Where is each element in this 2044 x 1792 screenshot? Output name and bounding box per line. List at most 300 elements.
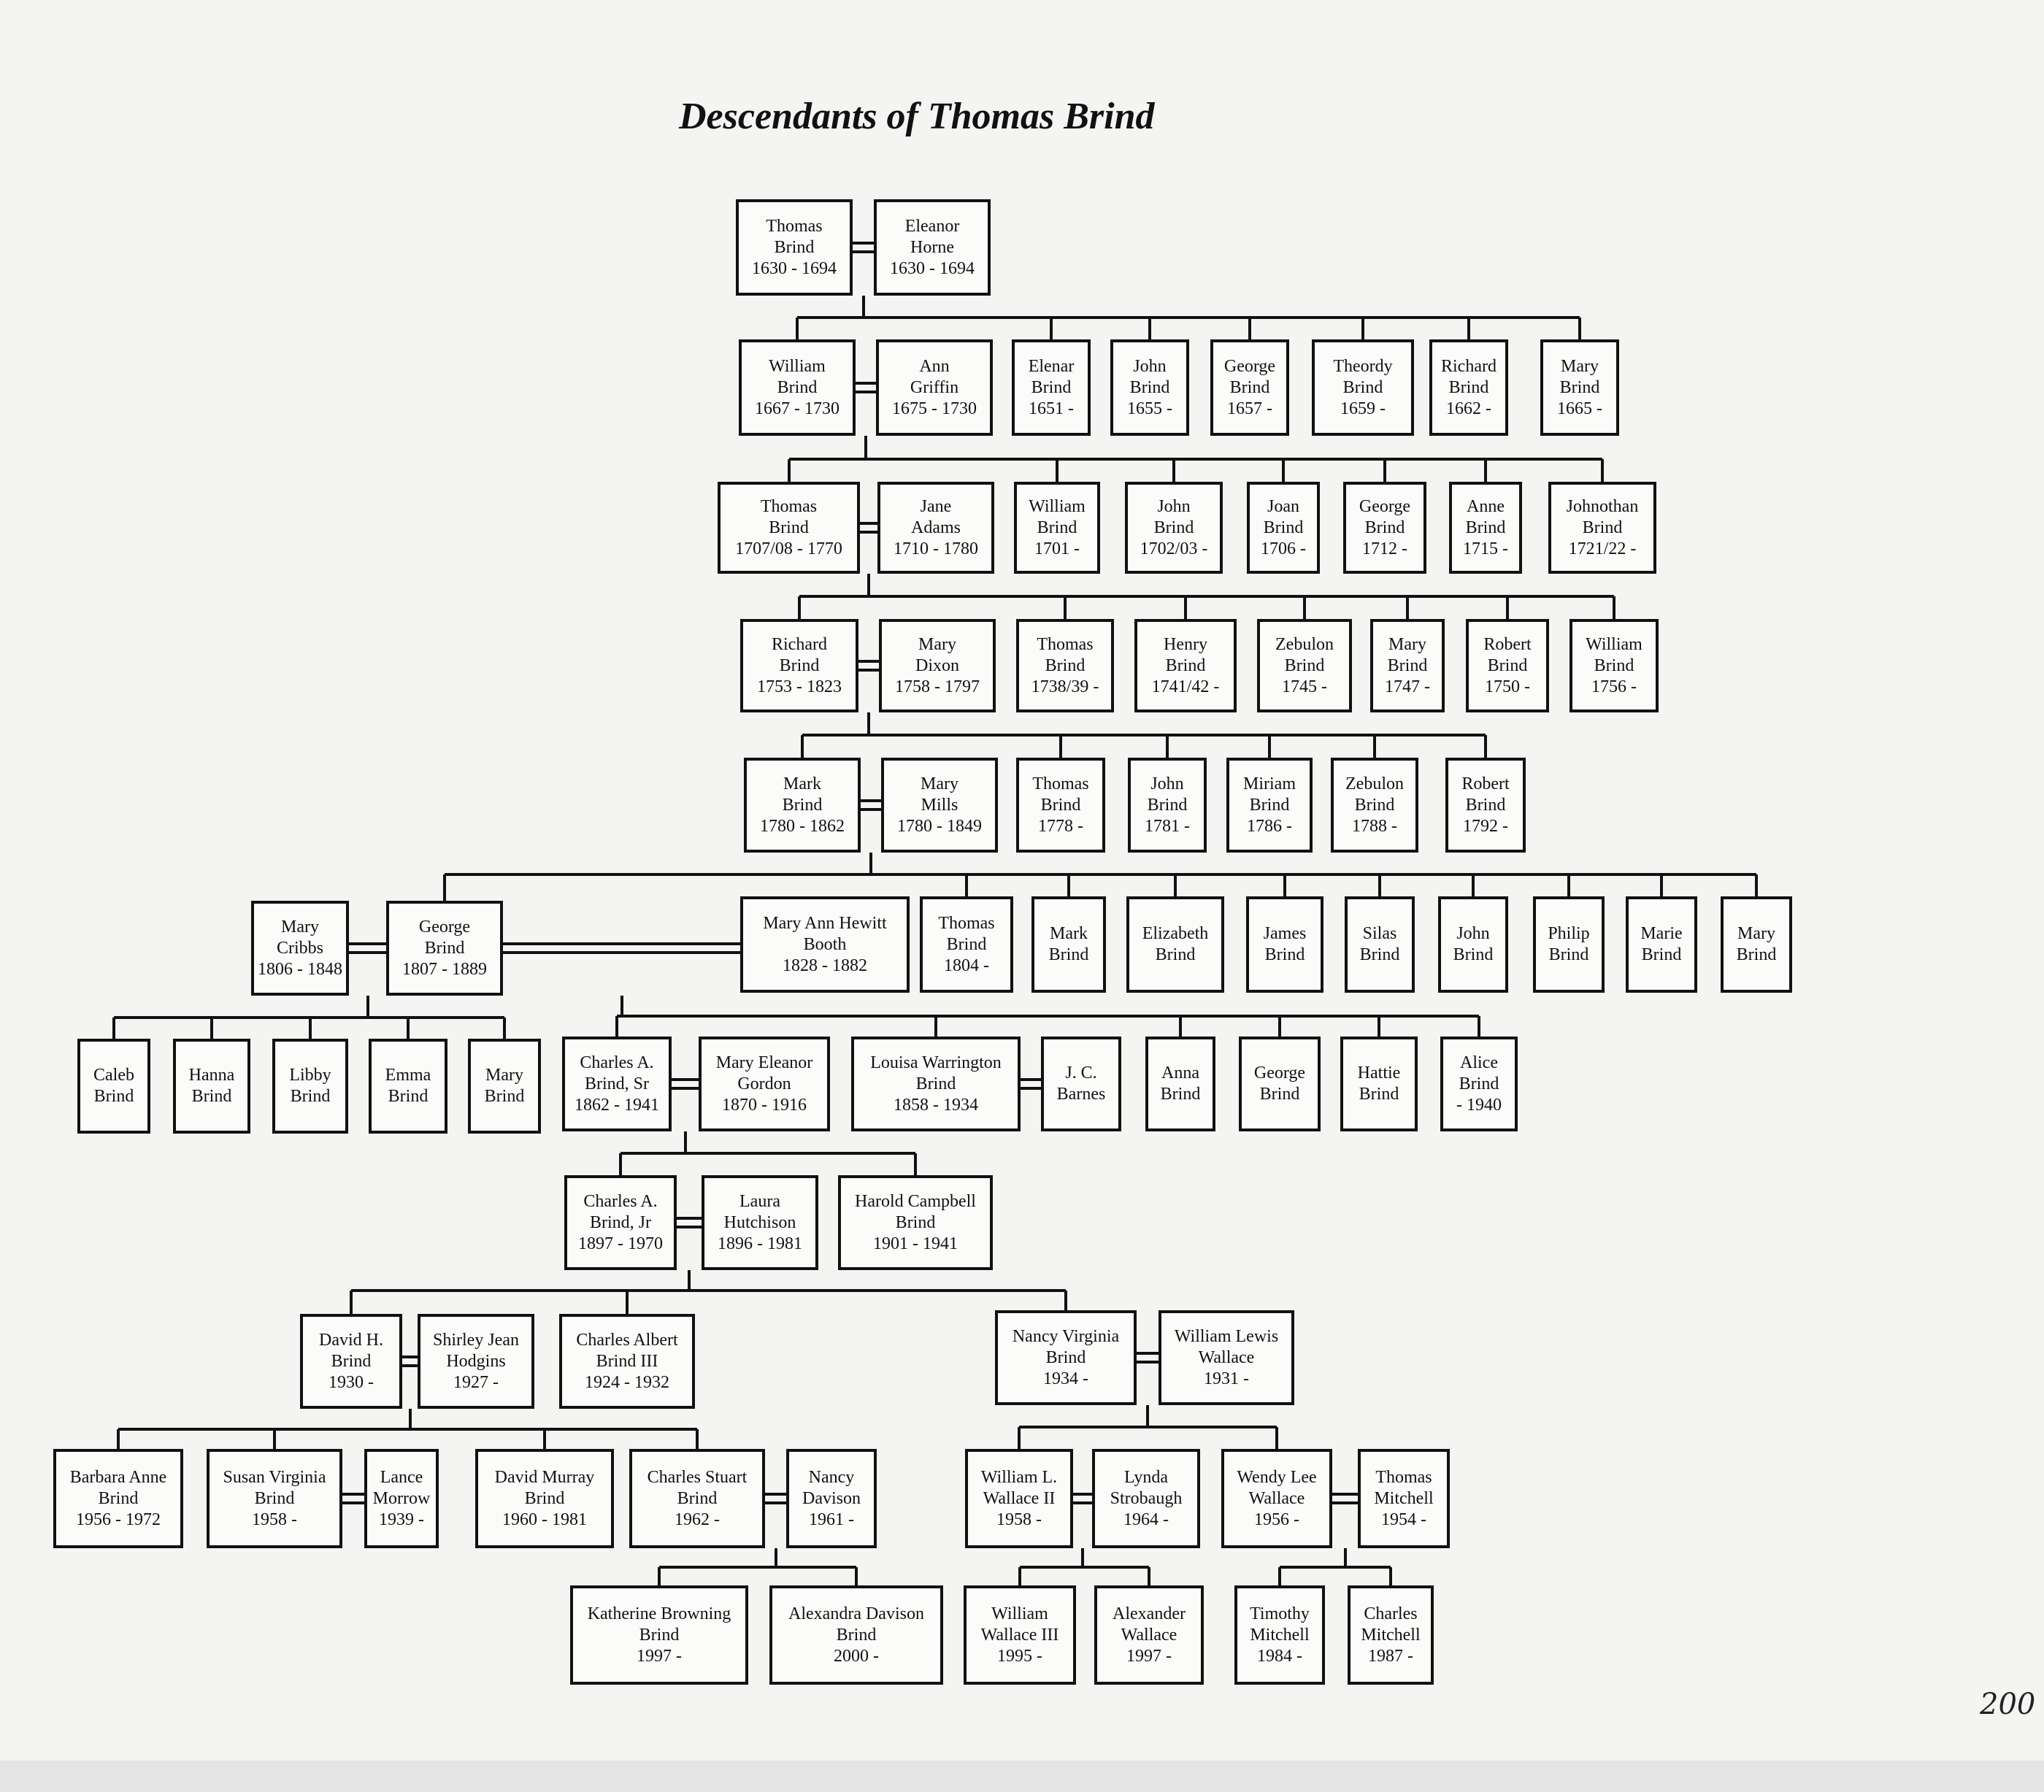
person-label-line: Brind [1031,377,1072,397]
person-box [629,1449,765,1548]
person-label [189,1065,235,1107]
person-label-line: George [1223,356,1276,376]
person-label [1031,634,1099,698]
person-label [895,634,980,698]
person-label-line: William [1586,634,1642,654]
person-label [1463,496,1508,560]
person-label [718,1191,802,1255]
person-label [1057,1063,1106,1105]
person-label-line: 1630 - 1694 [752,258,837,278]
person-label [1243,774,1296,837]
person-label-line: Mitchell [1250,1625,1310,1645]
person-label-line: Ann [919,356,950,376]
person-box [1031,896,1106,993]
person-label-line: Anne [1467,496,1505,516]
person-label [1175,1326,1278,1390]
person-label-line: William [769,356,826,376]
person-label [402,917,487,980]
person-box [1128,758,1207,853]
person-label-line: 1984 - [1256,1646,1302,1666]
person-label-line: Brind [639,1625,680,1645]
chart-title: Descendants of Thomas Brind [679,96,1155,137]
person-label [1224,356,1275,420]
handwritten-note: 200 [1980,1688,2036,1721]
person-label-line: 1954 - [1380,1510,1426,1529]
person-box [851,1037,1021,1131]
person-label-line: Brind [524,1488,565,1508]
person-label-line: Charles Albert [576,1330,678,1350]
person-label-line: 1780 - 1849 [897,816,982,836]
person-label [1254,1063,1305,1105]
person-label-line: 1675 - 1730 [892,399,977,418]
person-label [319,1330,383,1393]
person-box [173,1039,250,1134]
person-label-line: Brind [1453,945,1494,964]
person-label [575,1053,659,1116]
person-box [1570,619,1659,712]
person-label-line: Brind [1582,518,1623,537]
person-label-line: Brind [1594,655,1634,675]
person-label-line: 1896 - 1981 [718,1234,802,1253]
person-label-line: Susan Virginia [223,1467,326,1487]
person-label-line: Brind [331,1351,372,1371]
person-label-line: Brind [777,377,818,397]
person-label [1032,774,1088,837]
person-box [1312,339,1414,436]
person-label-line: Brind [254,1488,295,1508]
person-label-line: Katherine Browning [587,1604,731,1623]
person-label-line: David Murray [494,1467,595,1487]
person-box [1358,1449,1450,1548]
person-box [1370,619,1445,712]
person-box [718,482,860,574]
person-label-line: Charles Stuart [647,1467,748,1487]
person-box [838,1175,993,1270]
person-label-line: Mary Ann Hewitt [763,913,887,933]
person-label-line: Shirley Jean [433,1330,519,1350]
person-box [1016,758,1105,853]
person-label-line: 1964 - [1123,1510,1169,1529]
person-label-line: Joan [1267,496,1299,516]
person-label-line: 2000 - [833,1646,879,1666]
person-label-line: Mary Eleanor [715,1053,813,1072]
person-label-line: Theordy [1333,356,1393,376]
person-label-line: Davison [802,1488,861,1508]
person-box [881,758,998,853]
person-label [1113,1604,1186,1667]
person-label [855,1191,976,1255]
person-label-line: 1662 - [1445,399,1491,418]
person-label-line: Strobaugh [1110,1488,1183,1508]
person-label-line: 1956 - 1972 [75,1510,161,1529]
person-label-line: Brind, Sr [584,1074,649,1093]
person-box [1331,758,1418,853]
person-label [1152,634,1220,698]
person-box [876,339,993,436]
person-label-line: Brind [1153,518,1194,537]
person-label-line: 1807 - 1889 [402,959,487,979]
person-label-line: 1665 - [1557,399,1602,418]
person-box [1438,896,1508,993]
person-box [699,1037,830,1131]
person-label-line: Miriam [1243,774,1296,793]
person-label-line: Charles A. [583,1191,658,1211]
person-label-line: - 1940 [1456,1095,1502,1115]
person-label-line: Brind [484,1087,525,1106]
person-box [1014,482,1100,574]
person-label [1250,1604,1310,1667]
person-label-line: 1715 - [1463,539,1508,558]
person-label [981,1604,1059,1667]
person-box [702,1175,818,1270]
person-label-line: 1901 - 1941 [873,1234,958,1253]
person-label-line: Mary [281,917,319,937]
person-label [485,1065,525,1107]
person-label-line: 1828 - 1882 [783,955,867,975]
person-label [757,634,842,698]
person-label [1237,1467,1316,1531]
person-label-line: J. C. [1065,1064,1097,1082]
person-label-line: 1897 - 1970 [578,1234,663,1253]
person-label-line: Brind [1465,518,1506,537]
person-label-line: Brind [915,1074,956,1093]
person-label-line: Mary [485,1066,523,1085]
person-label-line: Morrow [372,1488,431,1508]
person-box [1449,482,1522,574]
person-label-line: Brind [782,795,823,815]
person-label-line: 1707/08 - 1770 [735,539,842,558]
person-box [272,1039,348,1134]
person-label-line: Brind [1387,655,1428,675]
person-label [373,1467,431,1531]
person-box [740,896,910,993]
person-box [744,758,861,853]
person-label [1361,1604,1420,1667]
person-box [1126,896,1224,993]
person-label-line: Brind [1359,945,1400,964]
person-label-line: Brind [895,1212,936,1232]
person-label-line: 1958 - [251,1510,297,1529]
person-box [1226,758,1313,853]
person-label-line: Elenar [1028,356,1075,376]
person-label-line: Harold Campbell [855,1191,976,1211]
person-label [1548,923,1589,966]
person-box [965,1449,1073,1548]
person-label-line: Mark [1050,924,1088,943]
person-label-line: Nancy Virginia [1012,1326,1120,1346]
person-box [418,1314,534,1409]
person-label-line: 1927 - [453,1372,499,1392]
person-label-line: Mitchell [1361,1625,1421,1645]
person-label-line: 1712 - [1361,539,1407,558]
person-label [1127,356,1172,420]
person-box [1626,896,1697,993]
person-label-line: 1804 - [943,955,989,975]
person-label-line: Mary [1737,924,1775,943]
person-label-line: 1630 - 1694 [890,258,975,278]
person-label [1333,356,1392,420]
person-box [1125,482,1223,574]
person-label-line: Mary [918,634,956,654]
person-box [1429,339,1508,436]
person-label-line: Thomas [766,216,823,236]
person-label-line: Brind [1448,377,1489,397]
person-box [740,619,858,712]
person-label-line: Brind [1465,795,1506,815]
person-label-line: Brind [98,1488,139,1508]
person-box [1540,339,1619,436]
person-label-line: Brind [1641,945,1682,964]
person-label-line: Brind [1359,1085,1399,1104]
person-label-line: Brind [946,934,987,954]
person-box [300,1314,402,1409]
person-label-line: 1934 - [1043,1369,1088,1388]
person-label-line: Hodgins [446,1351,506,1371]
person-label-line: Brind [1342,377,1383,397]
person-label-line: Mary [1561,356,1599,376]
person-box [964,1585,1076,1685]
person-label-line: 1710 - 1780 [894,539,978,558]
person-label-line: Brind [1263,518,1304,537]
person-label [755,356,840,420]
person-box [1246,896,1323,993]
person-label-line: 1778 - [1037,816,1083,836]
person-label-line: Brind [1160,1085,1201,1104]
person-label-line: William [991,1604,1048,1623]
person-label-line: Thomas [760,496,818,516]
person-label [1586,634,1642,698]
person-label-line: Anna [1161,1064,1199,1082]
person-label-line: Lance [380,1467,423,1487]
person-label-line: Brind [1487,655,1528,675]
person-label-line: Louisa Warrington [870,1053,1002,1072]
person-label [1557,356,1602,420]
person-label-line: Horne [910,237,954,257]
person-label [763,913,886,977]
person-label-line: Jane [920,496,952,516]
person-label [385,1065,431,1107]
person-box [1721,896,1792,993]
person-label-line: Brind [1364,518,1405,537]
person-label-line: 1792 - [1462,816,1508,836]
person-label-line: Mary [921,774,958,793]
person-box [1092,1449,1200,1548]
person-label [1049,923,1089,966]
person-label-line: Brind [1548,945,1589,964]
person-label-line: Alexandra Davison [788,1604,924,1623]
person-label [1161,1063,1201,1105]
person-label-line: Brind [769,518,809,537]
person-label-line: Hattie [1357,1064,1401,1082]
person-label-line: Elizabeth [1142,924,1209,943]
person-box [1466,619,1549,712]
person-label-line: Wallace [1198,1347,1255,1367]
person-label [1140,496,1208,560]
person-box [570,1585,748,1685]
person-label-line: 1750 - [1484,677,1530,696]
person-label [760,774,845,837]
person-box [1548,482,1656,574]
person-box [1016,619,1114,712]
person-label-line: George [1359,496,1411,516]
person-box [1210,339,1289,436]
person-label-line: Thomas [1032,774,1089,793]
person-label-line: Emma [385,1066,431,1085]
person-label-line: Timothy [1250,1604,1310,1623]
person-label [1441,356,1496,420]
person-label-line: Brind [677,1488,718,1508]
person-label-line: 1721/22 - [1568,539,1637,558]
person-label-line: Brind [1736,945,1777,964]
person-label-line: 1788 - [1351,816,1397,836]
person-label-line: Brind [1354,795,1395,815]
person-label-line: Cribbs [276,938,323,958]
person-label [648,1467,748,1531]
person-label-line: Adams [911,518,961,537]
person-label-line: 1786 - [1247,816,1292,836]
person-label [752,216,837,280]
person-box [559,1314,695,1409]
person-label-line: Brind [1048,945,1089,964]
person-label-line: 1939 - [379,1510,424,1529]
person-label [1737,923,1777,966]
person-label-line: Dixon [915,655,959,675]
person-label [70,1467,167,1531]
person-label-line: Alice [1460,1053,1498,1072]
person-box [736,199,853,296]
person-box [1345,896,1415,993]
person-box [1145,1037,1215,1131]
person-label-line: Brind [191,1087,232,1106]
person-label-line: 1655 - [1127,399,1172,418]
person-label-line: Caleb [93,1066,134,1085]
person-label-line: 1961 - [809,1510,854,1529]
person-label-line: 1651 - [1029,399,1074,418]
person-label-line: 1701 - [1034,539,1080,558]
person-label-line: Brind [1165,655,1206,675]
person-label [578,1191,663,1255]
person-label-line: Richard [772,634,827,654]
person-label [223,1467,326,1531]
person-label-line: Libby [289,1066,331,1085]
person-box [207,1449,342,1548]
person-label-line: George [418,917,471,937]
person-box [1257,619,1352,712]
person-box [1340,1037,1418,1131]
person-label-line: Booth [803,934,847,954]
person-label-line: George [1253,1064,1306,1082]
person-label-line: Brind [1155,945,1196,964]
person-label-line: Brind [1284,655,1325,675]
person-box [1440,1037,1518,1131]
person-box [564,1175,677,1270]
person-label-line: 1960 - 1981 [502,1510,587,1529]
person-label-line: Laura [739,1191,780,1211]
person-box [251,901,349,996]
person-label [1029,496,1086,560]
person-label-line: Robert [1483,634,1532,654]
person-label-line: 1747 - [1385,677,1430,696]
person-box [364,1449,439,1548]
person-label-line: John [1133,356,1167,376]
person-label-line: Brind [290,1087,331,1106]
person-label-line: Brind [1459,1074,1499,1093]
person-box [879,619,996,712]
person-box [1533,896,1605,993]
person-box [1348,1585,1434,1685]
person-label-line: 1997 - [1126,1646,1172,1666]
person-label [735,496,842,560]
person-box [995,1310,1137,1405]
person-label-line: 1702/03 - [1140,539,1208,558]
person-label [93,1065,134,1107]
person-box [1234,1585,1325,1685]
person-label [1640,923,1682,966]
person-box [1247,482,1320,574]
person-box [475,1449,614,1548]
person-label [1142,923,1209,966]
person-label [495,1467,595,1531]
person-label [258,917,342,980]
person-label-line: Barnes [1056,1085,1106,1104]
person-label-line: Silas [1362,924,1397,943]
person-label-line: 1781 - [1145,816,1190,836]
person-label-line: John [1150,774,1184,793]
person-label-line: Brind [774,237,815,257]
person-label [1110,1467,1183,1531]
person-label-line: Wendy Lee [1237,1467,1317,1487]
person-label-line: 1962 - [674,1510,720,1529]
person-label-line: Brind [1045,655,1086,675]
person-label [1345,774,1404,837]
person-label [716,1053,813,1116]
person-box [1221,1449,1332,1548]
person-label [1461,774,1509,837]
person-box [1239,1037,1321,1131]
person-label-line: Mitchell [1374,1488,1434,1508]
person-box [468,1039,541,1134]
person-label-line: Hanna [188,1066,235,1085]
person-label-line: 1870 - 1916 [721,1095,807,1115]
person-label [892,356,977,420]
person-box [786,1449,877,1548]
person-label-line: 1862 - 1941 [575,1095,659,1115]
person-label-line: Brind [836,1625,877,1645]
person-label [576,1330,677,1393]
person-label-line: 1858 - 1934 [894,1095,978,1115]
person-label-line: Wallace [1121,1625,1177,1645]
person-label [289,1065,331,1107]
person-box [386,901,503,996]
person-label [1359,496,1410,560]
person-label [1013,1326,1119,1390]
person-label-line: Charles [1364,1604,1418,1623]
person-label-line: Brind [1259,1085,1300,1104]
person-box [53,1449,183,1548]
person-label [802,1467,861,1531]
person-label-line: Thomas [1375,1467,1432,1487]
person-label-line: 1758 - 1797 [895,677,980,696]
person-label-line: 1995 - [997,1646,1042,1666]
person-label-line: Eleanor [904,216,960,236]
person-label-line: 1657 - [1226,399,1272,418]
person-label-line: 1738/39 - [1031,677,1099,696]
person-label-line: Brind [1037,518,1077,537]
person-label-line: Brind, Jr [590,1212,651,1232]
person-label-line: Gordon [737,1074,791,1093]
person-box [769,1585,943,1685]
person-box [77,1039,150,1134]
